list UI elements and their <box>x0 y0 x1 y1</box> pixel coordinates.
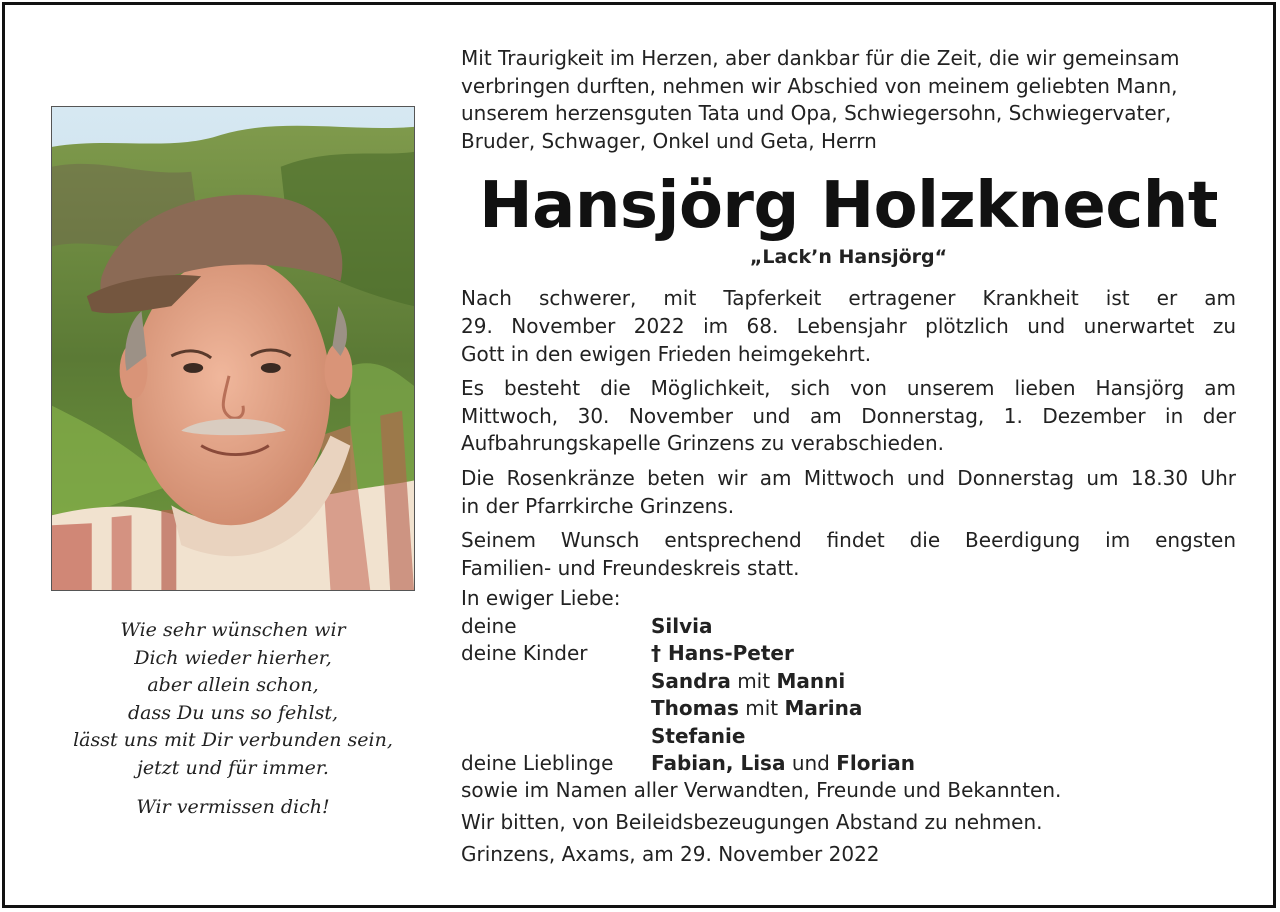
obituary-text <box>461 45 1236 868</box>
deceased-nickname: „Lack’n Hansjörg“ <box>749 246 948 269</box>
obituary-card <box>2 2 1276 908</box>
poem-line: Wie sehr wünschen wir <box>120 619 346 641</box>
family-row-children <box>461 640 1236 667</box>
paragraph-line: in der Pfarrkirche Grinzens. <box>461 493 735 518</box>
funeral-paragraph <box>461 527 1236 582</box>
family-name: Silvia <box>651 613 713 638</box>
intro-line: Bruder, Schwager, Onkel und Geta, Herrn <box>461 128 877 153</box>
paragraph-line: 29. November 2022 im 68. Lebensjahr plötzlich und unerwartet zu <box>461 313 1236 338</box>
closing-relatives: sowie im Namen aller Verwandten, Freunde und Bekannten. <box>461 778 1062 803</box>
paragraph-line: Aufbahrungskapelle Grinzens zu verabschieden. <box>461 431 945 456</box>
family-row-child <box>461 668 1236 695</box>
family-label: deine <box>461 613 517 638</box>
deceased-name: Hansjörg Holzknecht <box>479 169 1218 244</box>
family-name: Stefanie <box>651 723 746 748</box>
poem-line: dass Du uns so fehlst, <box>127 701 339 724</box>
farewell-paragraph <box>461 375 1236 458</box>
family-list <box>461 613 1236 777</box>
memorial-poem <box>51 617 415 822</box>
poem-line: jetzt und für immer. <box>137 756 329 779</box>
paragraph-line: Nach schwerer, mit Tapferkeit ertragener Krankheit ist er am <box>461 286 1236 311</box>
signoff: In ewiger Liebe: <box>461 586 621 611</box>
family-row-wife <box>461 613 1236 640</box>
family-name: † Hans-Peter <box>651 641 794 666</box>
family-name: Fabian, Lisa <box>651 750 786 775</box>
paragraph-line: Gott in den ewigen Frieden heimgekehrt. <box>461 341 872 366</box>
paragraph-line: Mittwoch, 30. November und am Donnerstag, 1. Dezember in der <box>461 403 1236 428</box>
family-connector: und <box>791 750 830 775</box>
family-row-child <box>461 695 1236 722</box>
family-connector: mit <box>737 668 771 693</box>
family-row-grandchildren <box>461 750 1236 777</box>
paragraph-line: Seinem Wunsch entsprechend findet die Beerdigung im engsten <box>461 528 1236 553</box>
poem-line: aber allein schon, <box>147 674 319 696</box>
portrait-image <box>52 107 414 590</box>
intro-line: unserem herzensguten Tata und Opa, Schwiegersohn, Schwiegervater, <box>461 101 1172 126</box>
family-connector: mit <box>745 696 779 721</box>
family-name: Thomas <box>651 696 739 721</box>
poem-line: Dich wieder hierher, <box>134 646 332 669</box>
paragraph-line: Die Rosenkränze beten wir am Mittwoch und Donnerstag um 18.30 Uhr <box>461 465 1236 490</box>
intro-text <box>461 45 1236 155</box>
paragraph-line: Familien- und Freundeskreis statt. <box>461 555 800 580</box>
closing-condolence-note: Wir bitten, von Beileidsbezeugungen Abstand zu nehmen. <box>461 809 1043 834</box>
portrait-photo <box>51 106 415 591</box>
closing-place-date: Grinzens, Axams, am 29. November 2022 <box>461 841 880 866</box>
family-label: deine Kinder <box>461 641 588 666</box>
family-label: deine Lieblinge <box>461 750 614 775</box>
family-name: Sandra <box>651 668 731 693</box>
intro-line: verbringen durften, nehmen wir Abschied von meinem geliebten Mann, <box>461 73 1178 98</box>
family-row-child <box>461 723 1236 750</box>
family-name: Manni <box>776 668 846 693</box>
rosary-paragraph <box>461 465 1236 520</box>
death-notice-paragraph <box>461 285 1236 368</box>
intro-line: Mit Traurigkeit im Herzen, aber dankbar für die Zeit, die wir gemeinsam <box>461 46 1180 70</box>
family-name: Marina <box>784 696 863 721</box>
paragraph-line: Es besteht die Möglichkeit, sich von unserem lieben Hansjörg am <box>461 376 1236 401</box>
poem-line: lässt uns mit Dir verbunden sein, <box>73 729 393 751</box>
family-name: Florian <box>836 750 915 775</box>
poem-closing-line: Wir vermissen dich! <box>136 796 330 818</box>
